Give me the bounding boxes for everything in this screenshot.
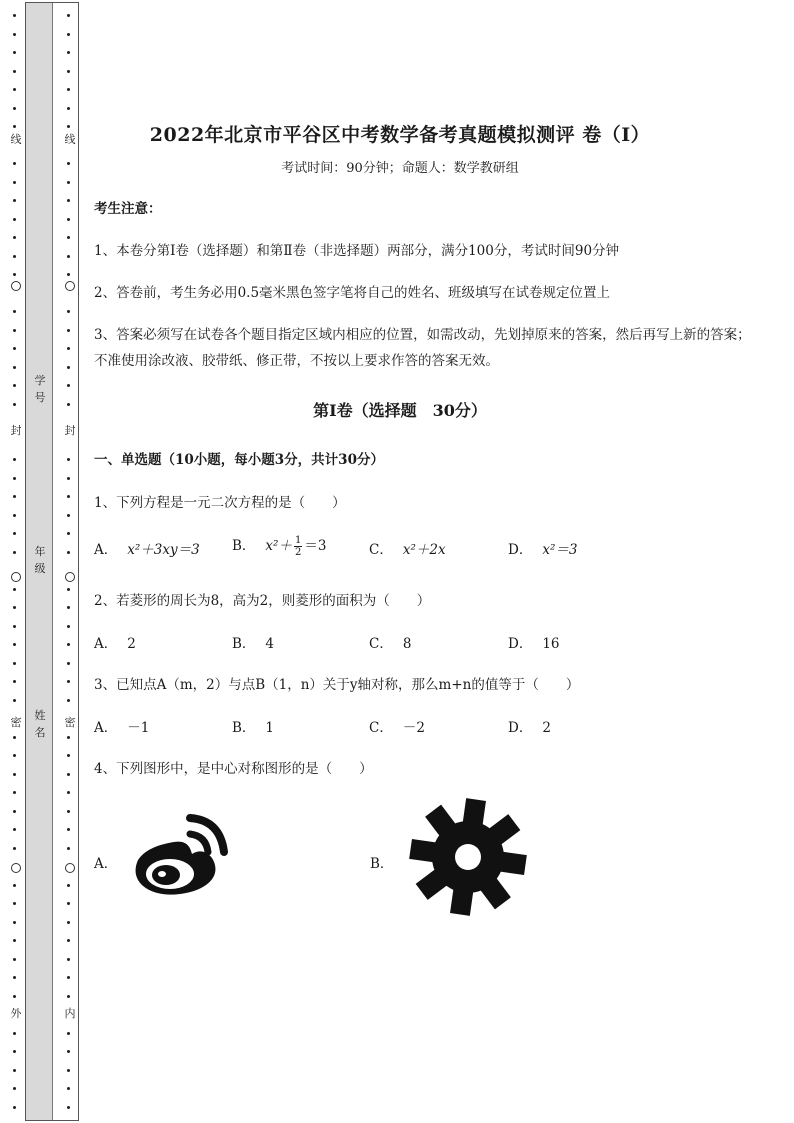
circle-marker xyxy=(11,281,21,291)
figure-a-label: A． xyxy=(94,856,118,872)
margin-dot xyxy=(67,921,70,924)
margin-dot xyxy=(13,810,16,813)
option-d xyxy=(508,716,551,736)
circle-marker xyxy=(65,281,75,291)
margin-dot xyxy=(67,181,70,184)
margin-dot xyxy=(13,1050,16,1053)
option-letter: A． xyxy=(94,542,118,558)
margin-dot xyxy=(67,754,70,757)
margin-dot xyxy=(13,754,16,757)
option-letter: D． xyxy=(508,720,533,736)
margin-dot xyxy=(67,347,70,350)
margin-dot xyxy=(67,810,70,813)
question-1-stem: 1、下列方程是一元二次方程的是（ ） xyxy=(94,495,346,511)
margin-dot xyxy=(67,514,70,517)
option-b xyxy=(232,632,274,652)
option-a xyxy=(94,632,136,652)
fraction-denominator: 2 xyxy=(294,547,302,558)
margin-dot xyxy=(67,939,70,942)
margin-dot xyxy=(13,107,16,110)
margin-dot xyxy=(13,384,16,387)
margin-dot xyxy=(67,107,70,110)
option-d xyxy=(508,538,577,558)
margin-dot xyxy=(67,995,70,998)
circle-marker xyxy=(11,863,21,873)
margin-dot xyxy=(13,736,16,739)
circle-marker xyxy=(11,572,21,582)
option-letter: C． xyxy=(369,636,393,652)
option-text: x²＋3xy＝3 xyxy=(127,542,200,558)
circle-marker xyxy=(65,863,75,873)
option-text: －1 xyxy=(127,720,150,736)
margin-dot xyxy=(67,1106,70,1109)
outer-mark-feng: 封 xyxy=(10,424,22,437)
margin-dot xyxy=(13,273,16,276)
field-name xyxy=(33,707,47,741)
fraction-numerator: 1 xyxy=(294,535,302,546)
margin-dot xyxy=(67,643,70,646)
margin-dot xyxy=(13,847,16,850)
margin-dot xyxy=(13,366,16,369)
notice-item-1: 1、本卷分第I卷（选择题）和第Ⅱ卷（非选择题）两部分，满分100分，考试时间90分钟 xyxy=(94,243,620,259)
margin-dot xyxy=(67,310,70,313)
option-letter: D． xyxy=(508,636,533,652)
margin-dot xyxy=(13,458,16,461)
notice-item-3: 3、答案必须写在试卷各个题目指定区域内相应的位置，如需改动，先划掉原来的答案，然后再写上新的答案；不准使用涂改液、胶带纸、修正带，不按以上要求作答的答案无效。 xyxy=(94,327,751,369)
margin-dot xyxy=(13,606,16,609)
exam-title: 2022年北京市平谷区中考数学备考真题模拟测评 卷（Ⅰ） xyxy=(149,124,651,146)
fraction xyxy=(294,535,302,558)
margin-dot xyxy=(67,403,70,406)
margin-dot xyxy=(67,255,70,258)
margin-dot xyxy=(13,828,16,831)
margin-dot xyxy=(67,366,70,369)
option-text: 2 xyxy=(542,720,551,736)
margin-dot xyxy=(13,125,16,128)
margin-dot xyxy=(67,51,70,54)
margin-dot xyxy=(67,162,70,165)
option-letter: D． xyxy=(508,542,533,558)
field-student-id-label: 学号 xyxy=(34,374,46,404)
margin-dot xyxy=(67,495,70,498)
margin-dot xyxy=(13,921,16,924)
outer-mark-xian: 线 xyxy=(10,133,22,146)
margin-dot xyxy=(67,791,70,794)
margin-dot xyxy=(67,958,70,961)
option-letter: C． xyxy=(369,720,393,736)
option-b xyxy=(232,716,274,736)
option-b xyxy=(232,534,326,558)
margin-dot xyxy=(13,551,16,554)
inner-arc-shape xyxy=(190,834,208,852)
question-1-options xyxy=(94,535,694,564)
margin-dot xyxy=(13,643,16,646)
circle-marker xyxy=(65,572,75,582)
margin-dot xyxy=(67,847,70,850)
margin-dot xyxy=(13,662,16,665)
option-text: －2 xyxy=(402,720,425,736)
exam-subtitle: 考试时间：90分钟；命题人：数学教研组 xyxy=(281,161,519,176)
margin-dot xyxy=(67,1050,70,1053)
inner-mark-nei: 内 xyxy=(64,1007,76,1020)
margin-dot xyxy=(13,884,16,887)
margin-dot xyxy=(13,329,16,332)
option-text: 2 xyxy=(127,636,136,652)
option-c xyxy=(369,632,411,652)
option-text: ＝3 xyxy=(304,538,327,554)
option-letter: A． xyxy=(94,720,118,736)
outer-mark-mi: 密 xyxy=(10,716,22,729)
margin-dot xyxy=(13,976,16,979)
margin-dot xyxy=(13,14,16,17)
margin-dot xyxy=(67,828,70,831)
margin-dot xyxy=(13,181,16,184)
inner-mark-mi: 密 xyxy=(64,716,76,729)
field-student-id xyxy=(33,372,47,406)
margin-dot xyxy=(67,773,70,776)
margin-dot xyxy=(67,273,70,276)
margin-dot xyxy=(67,199,70,202)
notice-heading: 考生注意： xyxy=(94,201,162,217)
question-2-stem: 2、若菱形的周长为8，高为2，则菱形的面积为（ ） xyxy=(94,593,431,609)
option-letter: B． xyxy=(232,538,256,554)
option-letter: B． xyxy=(232,720,256,736)
option-c xyxy=(369,716,425,736)
margin-dot xyxy=(67,14,70,17)
margin-dot xyxy=(67,329,70,332)
eye-pupil-shape xyxy=(152,865,180,885)
margin-dot xyxy=(67,1069,70,1072)
option-text: 8 xyxy=(402,636,412,652)
margin-dot xyxy=(13,403,16,406)
margin-dot xyxy=(67,662,70,665)
option-letter: C． xyxy=(369,542,393,558)
margin-dot xyxy=(67,551,70,554)
option-letter: B． xyxy=(232,636,256,652)
margin-dot xyxy=(13,902,16,905)
margin-dot xyxy=(13,51,16,54)
margin-dot xyxy=(67,1087,70,1090)
margin-dot xyxy=(67,699,70,702)
margin-dot xyxy=(67,70,70,73)
option-letter: A． xyxy=(94,636,118,652)
margin-dot xyxy=(67,625,70,628)
question-3-options xyxy=(94,716,694,742)
margin-dot xyxy=(13,70,16,73)
margin-dot xyxy=(13,791,16,794)
field-grade xyxy=(33,543,47,577)
margin-dot xyxy=(67,218,70,221)
outer-mark-wai: 外 xyxy=(10,1007,22,1020)
margin-dot xyxy=(67,88,70,91)
margin-dot xyxy=(13,680,16,683)
margin-dot xyxy=(13,88,16,91)
weibo-logo-figure xyxy=(120,812,230,902)
gear-hole-shape xyxy=(455,844,481,870)
notice-item-2: 2、答卷前，考生务必用0.5毫米黑色签字笔将自己的姓名、班级填写在试卷规定位置上 xyxy=(94,285,611,301)
margin-dot xyxy=(13,347,16,350)
margin-dot xyxy=(13,218,16,221)
option-text: 1 xyxy=(265,720,275,736)
margin-dot xyxy=(13,514,16,517)
margin-dot xyxy=(13,1069,16,1072)
figure-b-label: B． xyxy=(370,856,394,872)
margin-dot xyxy=(13,255,16,258)
margin-dot xyxy=(13,699,16,702)
gear-icon xyxy=(406,797,530,917)
option-text: 16 xyxy=(542,636,560,652)
option-a xyxy=(94,538,200,558)
margin-dot xyxy=(13,625,16,628)
margin-dot xyxy=(67,1032,70,1035)
margin-dot xyxy=(67,976,70,979)
margin-dot xyxy=(67,477,70,480)
margin-dot xyxy=(67,125,70,128)
margin-dot xyxy=(13,495,16,498)
section-title: 第I卷（选择题 30分） xyxy=(313,401,487,420)
margin-dot xyxy=(67,884,70,887)
part-heading: 一、单选题（10小题，每小题3分，共计30分） xyxy=(94,452,384,468)
question-3-stem: 3、已知点A（m，2）与点B（1，n）关于y轴对称，那么m+n的值等于（ ） xyxy=(94,677,580,693)
option-text: x²＋ xyxy=(265,538,292,554)
margin-dot xyxy=(13,199,16,202)
option-d xyxy=(508,632,560,652)
margin-dot xyxy=(67,588,70,591)
question-2-options xyxy=(94,632,694,658)
inner-mark-feng: 封 xyxy=(64,424,76,437)
margin-dot xyxy=(13,1032,16,1035)
margin-dot xyxy=(67,736,70,739)
option-a xyxy=(94,716,149,736)
margin-dot xyxy=(67,236,70,239)
option-text: 4 xyxy=(265,636,275,652)
margin-dot xyxy=(13,939,16,942)
margin-dot xyxy=(67,902,70,905)
margin-dot xyxy=(67,680,70,683)
margin-dot xyxy=(13,995,16,998)
option-text: x²＋2x xyxy=(402,542,446,558)
eye-highlight-shape xyxy=(158,871,166,877)
field-grade-label: 年级 xyxy=(34,545,46,575)
margin-dot xyxy=(13,33,16,36)
margin-dot xyxy=(13,310,16,313)
margin-dot xyxy=(13,773,16,776)
inner-mark-xian: 线 xyxy=(64,133,76,146)
margin-dot xyxy=(13,958,16,961)
field-name-label: 姓名 xyxy=(34,709,46,739)
margin-dot xyxy=(67,532,70,535)
margin-dot xyxy=(67,606,70,609)
margin-dot xyxy=(13,1087,16,1090)
margin-dot xyxy=(13,162,16,165)
margin-dot xyxy=(67,384,70,387)
margin-dot xyxy=(13,532,16,535)
margin-dot xyxy=(13,477,16,480)
option-c xyxy=(369,538,446,558)
option-text: x²＝3 xyxy=(542,542,578,558)
question-4-stem: 4、下列图形中，是中心对称图形的是（ ） xyxy=(94,761,373,777)
margin-dot xyxy=(13,236,16,239)
margin-dot xyxy=(13,588,16,591)
margin-dot xyxy=(13,1106,16,1109)
margin-dot xyxy=(67,458,70,461)
margin-dot xyxy=(67,33,70,36)
